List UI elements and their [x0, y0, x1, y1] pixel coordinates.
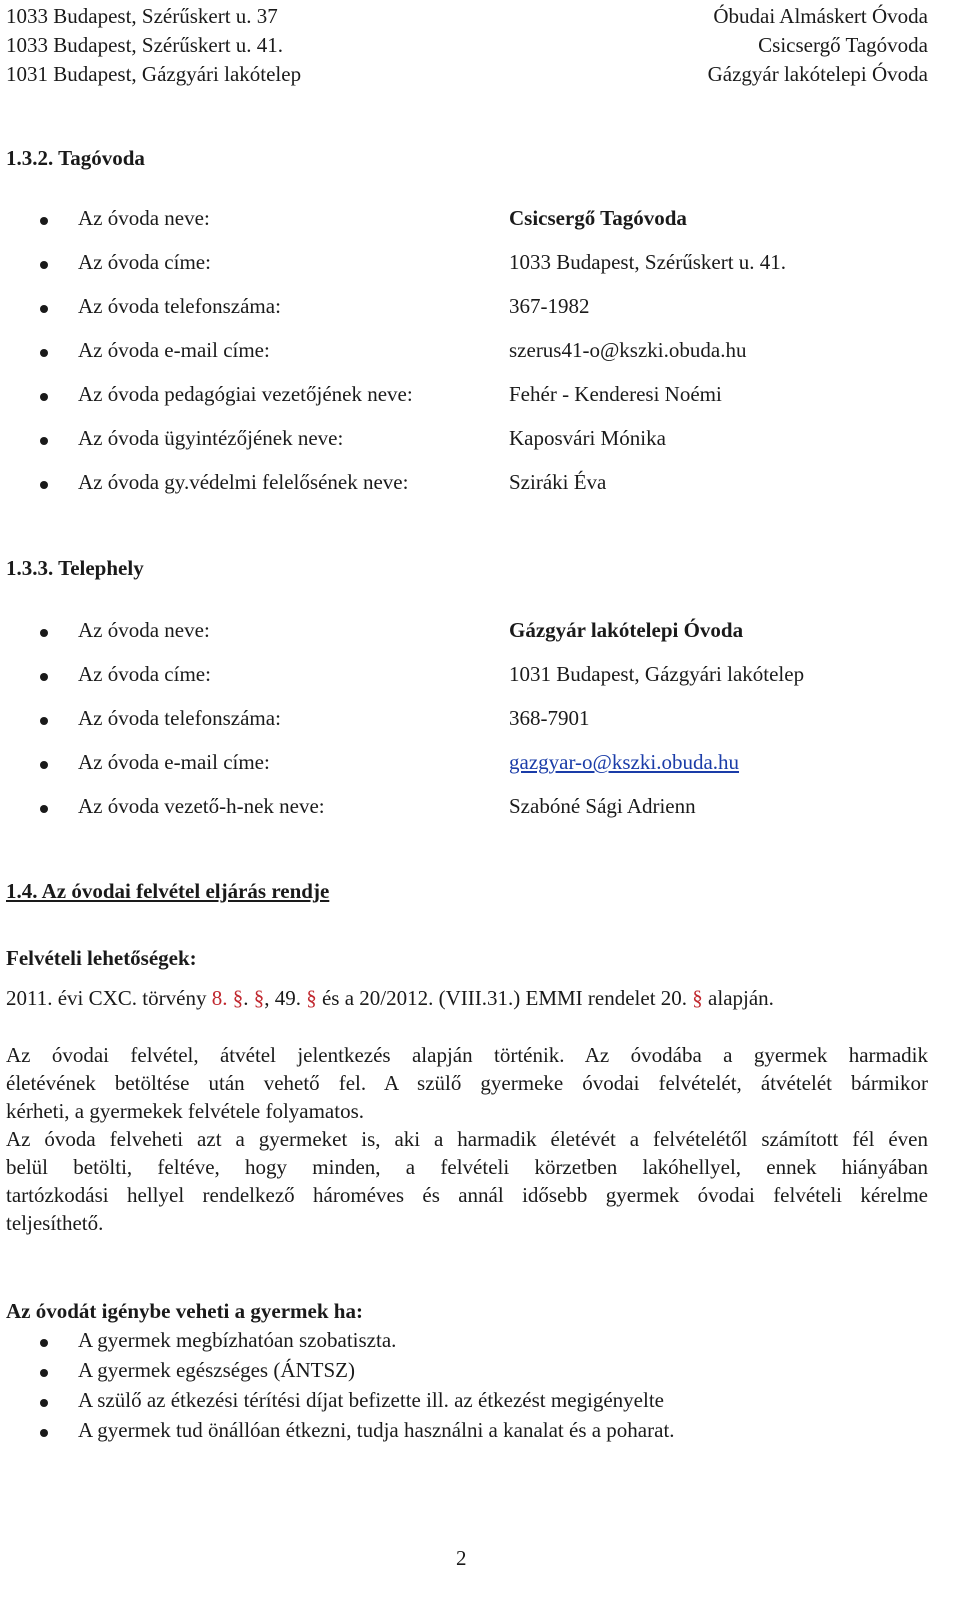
info-row: [40, 470, 940, 500]
law-text: és a 20/2012. (VIII.31.) EMMI rendelet 20.: [316, 986, 693, 1010]
bullet-icon: [40, 481, 48, 489]
info-row: [40, 338, 940, 368]
list-item: [40, 1418, 940, 1448]
page-number: 2: [456, 1546, 467, 1570]
paragraph-line: teljesíthető.: [6, 1211, 104, 1235]
law-text: .: [243, 986, 254, 1010]
info-value: 1031 Budapest, Gázgyári lakótelep: [509, 662, 805, 686]
paragraph-line: Az óvoda felveheti azt a gyermeket is, aki a harmadik életévét a felvételétől számított fél éven: [6, 1127, 928, 1151]
conditions-heading: Az óvodát igénybe veheti a gyermek ha:: [6, 1299, 363, 1323]
info-row: [40, 250, 940, 280]
info-value: Gázgyár lakótelepi Óvoda: [509, 618, 744, 642]
admission-subheading: Felvételi lehetőségek:: [6, 946, 197, 970]
info-label: Az óvoda gy.védelmi felelősének neve:: [78, 470, 409, 494]
law-text: , 49.: [264, 986, 307, 1010]
section-133-title: 1.3.3. Telephely: [6, 556, 144, 580]
info-value: 368-7901: [509, 706, 590, 730]
bullet-icon: [40, 1339, 48, 1347]
law-text: 2011. évi CXC. törvény: [6, 986, 212, 1010]
info-row: [40, 206, 940, 236]
info-label: Az óvoda e-mail címe:: [78, 750, 270, 774]
paragraph-line: kérheti, a gyermekek felvétele folyamatos.: [6, 1099, 365, 1123]
info-row: [40, 662, 940, 692]
list-item-text: A gyermek egészséges (ÁNTSZ): [78, 1358, 355, 1382]
paragraph-line: tartózkodási hellyel rendelkező hároméves és annál idősebb gyermek óvodai felvételi kérelme: [6, 1183, 928, 1207]
info-label: Az óvoda neve:: [78, 206, 210, 230]
address-left: 1033 Budapest, Szérűskert u. 37: [6, 4, 278, 28]
list-item: [40, 1328, 940, 1358]
list-item-text: A szülő az étkezési térítési díjat befizette ill. az étkezést megigényelte: [78, 1388, 664, 1412]
address-right: Csicsergő Tagóvoda: [758, 33, 928, 57]
address-row: [6, 4, 928, 32]
info-value: 367-1982: [509, 294, 590, 318]
info-label: Az óvoda címe:: [78, 662, 211, 686]
paragraph-line: életévének betöltése után vehető fel. A szülő gyermeke óvodai felvételét, átvételét bármikor: [6, 1071, 928, 1095]
law-number: 8.: [211, 986, 233, 1010]
info-value: Fehér - Kenderesi Noémi: [509, 382, 722, 406]
address-right: Óbudai Almáskert Óvoda: [713, 4, 928, 28]
info-row: [40, 294, 940, 324]
bullet-icon: [40, 1369, 48, 1377]
section-symbol: §: [306, 986, 317, 1010]
section-132-title: 1.3.2. Tagóvoda: [6, 146, 145, 170]
info-value: Szabóné Sági Adrienn: [509, 794, 696, 818]
info-label: Az óvoda e-mail címe:: [78, 338, 270, 362]
address-right: Gázgyár lakótelepi Óvoda: [707, 62, 928, 86]
info-value: Csicsergő Tagóvoda: [509, 206, 687, 230]
list-item-text: A gyermek tud önállóan étkezni, tudja használni a kanalat és a poharat.: [78, 1418, 675, 1442]
info-row: [40, 618, 940, 648]
bullet-icon: [40, 629, 48, 637]
section-symbol: §: [692, 986, 703, 1010]
info-row: [40, 706, 940, 736]
info-row: [40, 750, 940, 780]
info-label: Az óvoda telefonszáma:: [78, 706, 281, 730]
bullet-icon: [40, 1429, 48, 1437]
paragraph-line: Az óvodai felvétel, átvétel jelentkezés alapján történik. Az óvodába a gyermek harmadik: [6, 1043, 928, 1067]
address-left: 1031 Budapest, Gázgyári lakótelep: [6, 62, 302, 86]
list-item: [40, 1358, 940, 1388]
bullet-icon: [40, 1399, 48, 1407]
address-left: 1033 Budapest, Szérűskert u. 41.: [6, 33, 284, 57]
info-row: [40, 426, 940, 456]
admission-paragraph: [6, 1125, 928, 1237]
section-symbol: §: [232, 986, 244, 1010]
info-label: Az óvoda címe:: [78, 250, 211, 274]
info-label: Az óvoda neve:: [78, 618, 210, 642]
address-row: [6, 33, 928, 61]
bullet-icon: [40, 217, 48, 225]
bullet-icon: [40, 305, 48, 313]
info-label: Az óvoda vezető-h-nek neve:: [78, 794, 325, 818]
bullet-icon: [40, 437, 48, 445]
info-value: Sziráki Éva: [509, 470, 607, 494]
bullet-icon: [40, 261, 48, 269]
info-label: Az óvoda pedagógiai vezetőjének neve:: [78, 382, 413, 406]
bullet-icon: [40, 717, 48, 725]
info-label: Az óvoda ügyintézőjének neve:: [78, 426, 344, 450]
bullet-icon: [40, 393, 48, 401]
info-value: 1033 Budapest, Szérűskert u. 41.: [509, 250, 787, 274]
admission-paragraph: [6, 1041, 928, 1125]
law-reference: [6, 986, 774, 1011]
bullet-icon: [40, 673, 48, 681]
section-symbol: §: [253, 986, 265, 1010]
paragraph-line: belül betölti, feltéve, hogy minden, a felvételi körzetben lakóhellyel, ennek hiányában: [6, 1155, 928, 1179]
info-row: [40, 794, 940, 824]
info-label: Az óvoda telefonszáma:: [78, 294, 281, 318]
bullet-icon: [40, 349, 48, 357]
list-item-text: A gyermek megbízhatóan szobatiszta.: [78, 1328, 397, 1352]
law-text: alapján.: [702, 986, 774, 1010]
info-row: [40, 382, 940, 412]
email-value: szerus41-o@kszki.obuda.hu: [509, 338, 747, 362]
email-link[interactable]: gazgyar-o@kszki.obuda.hu: [509, 750, 740, 774]
list-item: [40, 1388, 940, 1418]
bullet-icon: [40, 761, 48, 769]
address-row: [6, 62, 928, 90]
bullet-icon: [40, 805, 48, 813]
section-14-title: 1.4. Az óvodai felvétel eljárás rendje: [6, 879, 330, 903]
info-value: Kaposvári Mónika: [509, 426, 666, 450]
